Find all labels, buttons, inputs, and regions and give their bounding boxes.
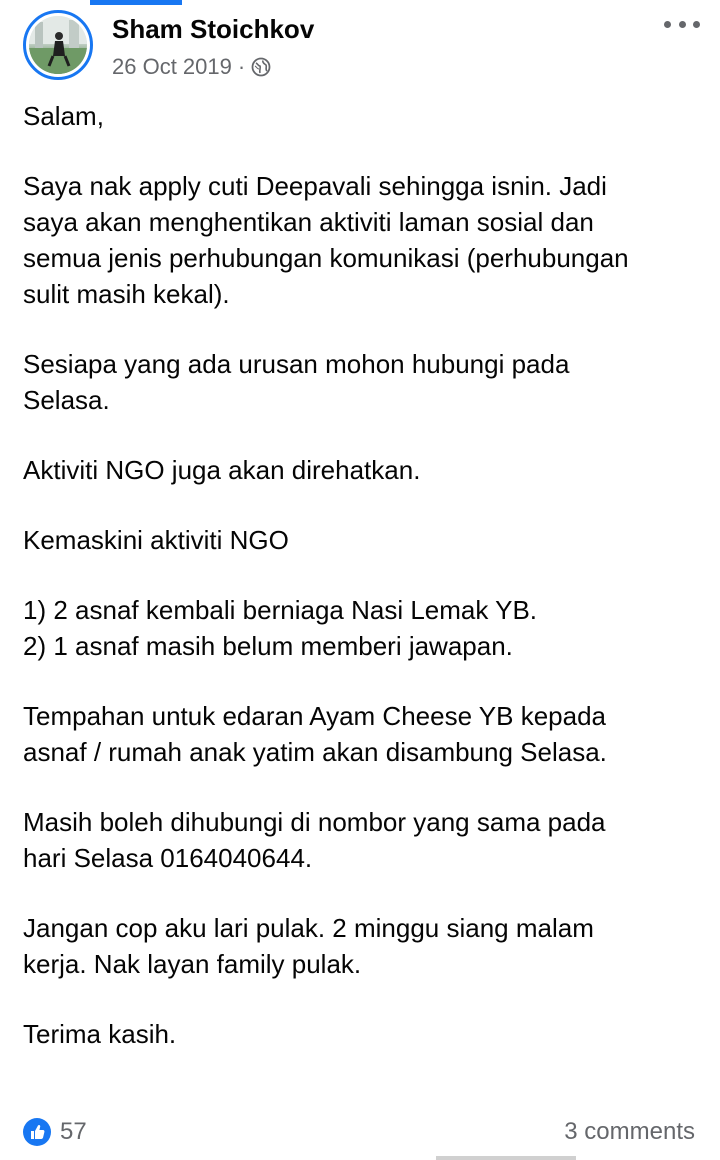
avatar[interactable] <box>23 10 93 80</box>
globe-icon <box>251 57 271 77</box>
more-dot <box>679 21 686 28</box>
post-paragraph <box>23 804 693 876</box>
post-line: Aktiviti NGO juga akan direhatkan. <box>23 455 421 485</box>
meta-separator: · <box>237 54 246 79</box>
post-line: 2) 1 asnaf masih belum memberi jawapan. <box>23 631 513 661</box>
post-line: Tempahan untuk edaran Ayam Cheese YB kepada <box>23 701 607 731</box>
post-line: Masih boleh dihubungi di nombor yang sama pada <box>23 807 606 837</box>
post-line: kerja. Nak layan family pulak. <box>23 949 362 979</box>
post-paragraph <box>23 98 693 134</box>
post-footer <box>0 1112 720 1152</box>
post-paragraph <box>23 698 693 770</box>
post-line: Saya nak apply cuti Deepavali sehingga isnin. Jadi <box>23 171 607 201</box>
post-paragraph <box>23 346 693 418</box>
post-text <box>23 98 693 1086</box>
post-line: 1) 2 asnaf kembali berniaga Nasi Lemak YB. <box>23 595 538 625</box>
post-header <box>0 0 720 90</box>
post-meta <box>112 54 271 80</box>
post-line: saya akan menghentikan aktiviti laman sosial dan <box>23 207 594 237</box>
avatar-photo <box>29 16 87 74</box>
post-line: Kemaskini aktiviti NGO <box>23 525 289 555</box>
post-line: Selasa. <box>23 385 110 415</box>
more-dot <box>693 21 700 28</box>
post-paragraph <box>23 1016 693 1052</box>
comments-count[interactable]: 3 comments <box>564 1118 695 1145</box>
post-line: hari Selasa 0164040644. <box>23 843 313 873</box>
more-dot <box>664 21 671 28</box>
post-line: Salam, <box>23 101 104 131</box>
home-indicator <box>436 1156 576 1160</box>
post-line: semua jenis perhubungan komunikasi (perhubungan <box>23 243 629 273</box>
post-paragraph <box>23 168 693 312</box>
post-paragraph <box>23 910 693 982</box>
avatar-image <box>29 16 87 74</box>
like-icon[interactable] <box>23 1118 51 1146</box>
post-line: Sesiapa yang ada urusan mohon hubungi pada <box>23 349 570 379</box>
author-name[interactable]: Sham Stoichkov <box>112 14 315 44</box>
post-line: Jangan cop aku lari pulak. 2 minggu siang malam <box>23 913 594 943</box>
post-line: sulit masih kekal). <box>23 279 230 309</box>
post-line: Terima kasih. <box>23 1019 177 1049</box>
more-options-icon[interactable] <box>664 14 700 34</box>
post-date[interactable]: 26 Oct 2019 <box>112 54 232 79</box>
post-paragraph <box>23 452 693 488</box>
post-line: asnaf / rumah anak yatim akan disambung Selasa. <box>23 737 607 767</box>
post-paragraph <box>23 522 693 558</box>
like-count[interactable]: 57 <box>60 1118 87 1145</box>
post-paragraph <box>23 592 693 664</box>
